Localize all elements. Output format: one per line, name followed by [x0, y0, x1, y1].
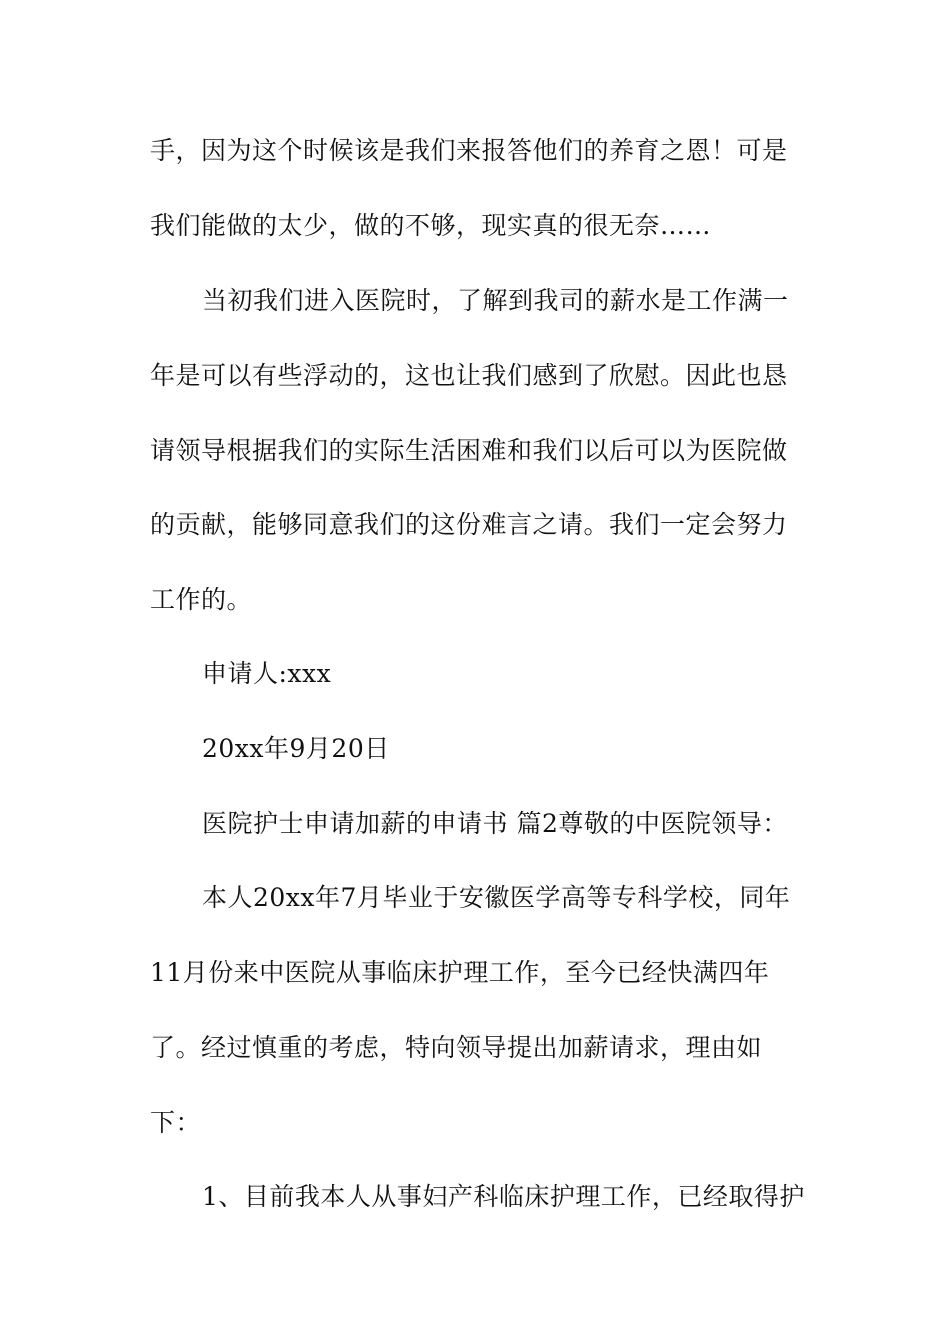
paragraph-line: 年是可以有些浮动的，这也让我们感到了欣慰。因此也恳 — [150, 361, 788, 390]
paragraph-line: 11月份来中医院从事临床护理工作，至今已经快满四年 — [150, 958, 770, 987]
paragraph-line: 的贡献，能够同意我们的这份难言之请。我们一定会努力 — [150, 510, 788, 539]
paragraph-line: 下： — [150, 1108, 202, 1137]
paragraph-line: 工作的。 — [150, 585, 253, 614]
paragraph-line: 本人20xx年7月毕业于安徽医学高等专科学校，同年 — [202, 883, 791, 912]
list-item-line: 1、目前我本人从事妇产科临床护理工作，已经取得护 — [202, 1182, 805, 1211]
paragraph-line: 当初我们进入医院时，了解到我司的薪水是工作满一 — [202, 286, 789, 315]
paragraph-line: 我们能做的太少，做的不够，现实真的很无奈…… — [150, 211, 712, 240]
paragraph-line: 手，因为这个时候该是我们来报答他们的养育之恩！可是 — [150, 136, 788, 165]
applicant-signature-line: 申请人:xxx — [202, 659, 332, 688]
paragraph-line: 请领导根据我们的实际生活困难和我们以后可以为医院做 — [150, 436, 788, 465]
section-heading-line: 医院护士申请加薪的申请书 篇2尊敬的中医院领导： — [202, 809, 788, 838]
date-line: 20xx年9月20日 — [202, 734, 390, 763]
paragraph-line: 了。经过慎重的考虑，特向领导提出加薪请求，理由如 — [150, 1033, 763, 1062]
